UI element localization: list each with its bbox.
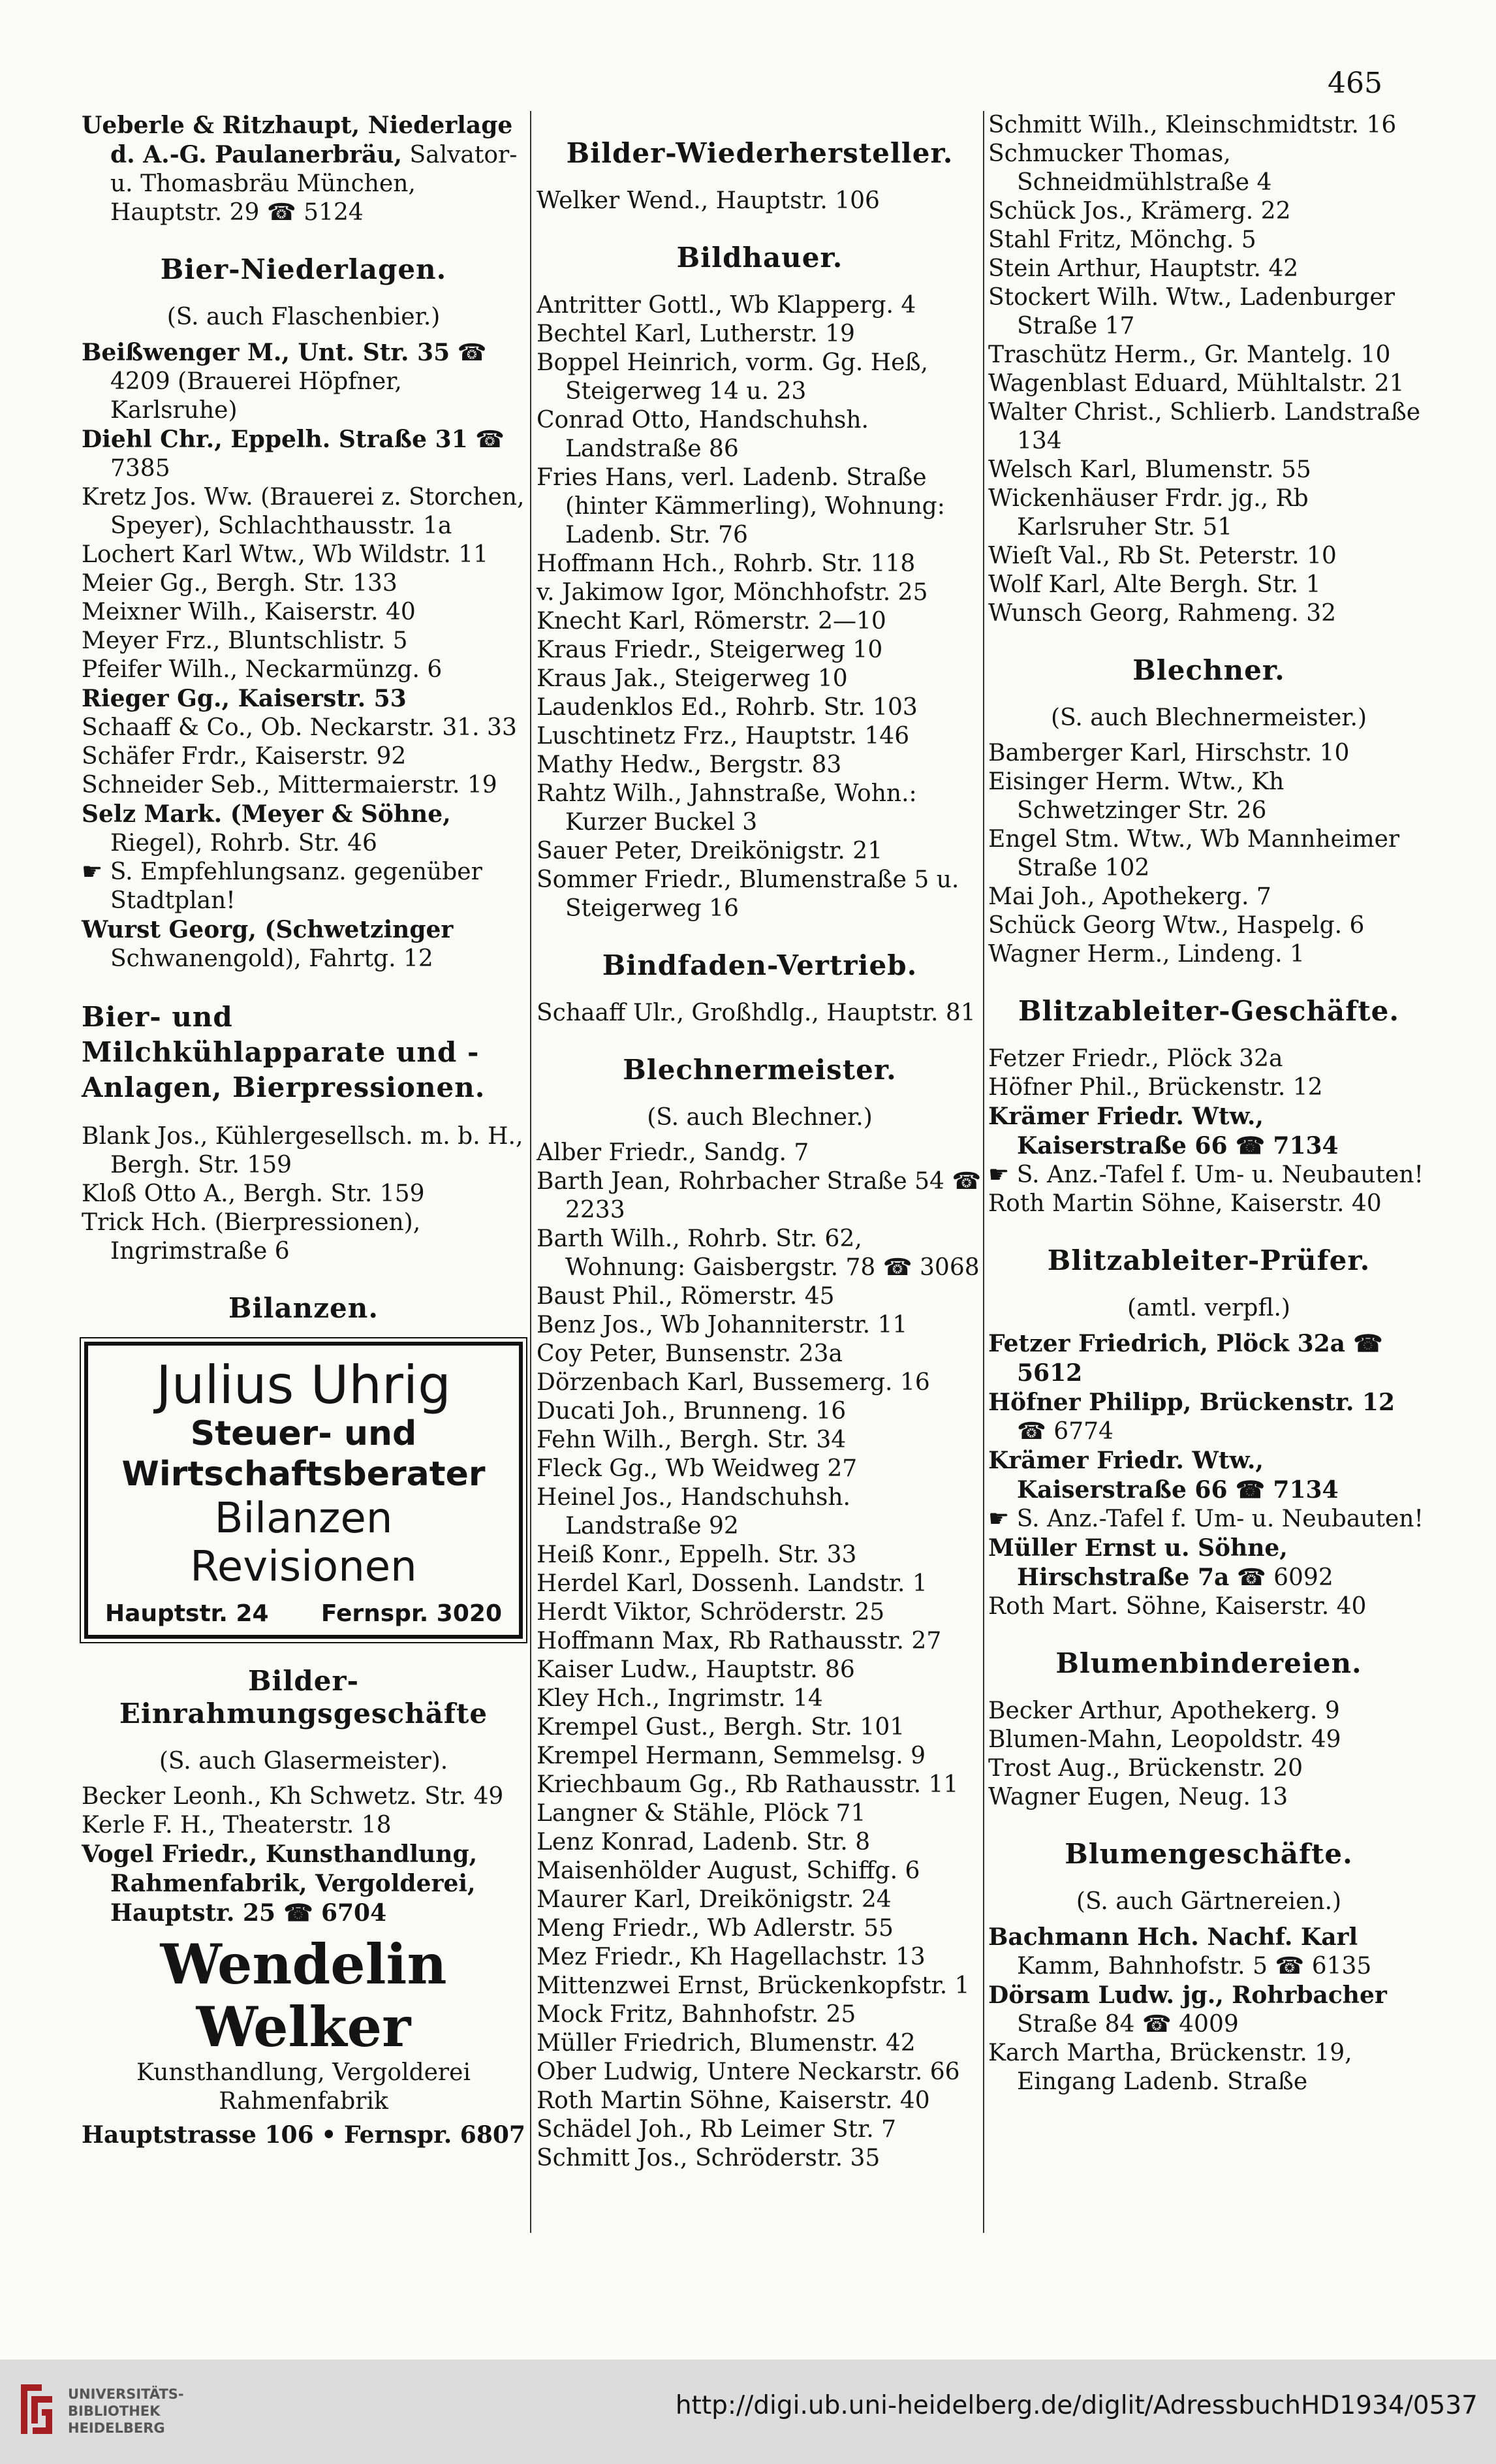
directory-entry bbox=[988, 1923, 1429, 1981]
section-heading: Bilanzen. bbox=[228, 1292, 379, 1324]
directory-entry bbox=[537, 1771, 983, 1799]
directory-entry bbox=[537, 349, 983, 406]
entry-text: Heinel Jos., Handschuhsh. Landstraße 92 bbox=[537, 1484, 850, 1540]
entry-text: Bamberger Karl, Hirschstr. 10 bbox=[988, 740, 1350, 766]
entry-text: Sommer Friedr., Blumenstraße 5 u. Steigerweg 16 bbox=[537, 866, 959, 922]
directory-entry bbox=[537, 1139, 983, 1167]
directory-entry bbox=[82, 684, 525, 714]
entry-text: ☎ 7385 bbox=[110, 426, 505, 482]
directory-entry bbox=[82, 742, 525, 771]
entry-text: Mittenzwei Ernst, Brückenkopfstr. 1 bbox=[537, 1972, 970, 1999]
directory-entry bbox=[537, 578, 983, 607]
directory-entry bbox=[537, 607, 983, 636]
entry-text: Walter Christ., Schlierb. Landstraße 134 bbox=[988, 399, 1421, 454]
section-heading: Blechnermeister. bbox=[623, 1054, 897, 1086]
directory-entry bbox=[988, 1190, 1429, 1218]
directory-entry bbox=[537, 2029, 983, 2058]
entry-text: Kerle F. H., Theaterstr. 18 bbox=[82, 1812, 392, 1839]
directory-entry bbox=[82, 771, 525, 800]
entry-text: Kley Hch., Ingrimstr. 14 bbox=[537, 1685, 823, 1712]
entry-text: Lochert Karl Wtw., Wb Wildstr. 11 bbox=[82, 541, 489, 568]
section-heading: Bilder-Wiederhersteller. bbox=[566, 137, 954, 169]
directory-entry bbox=[537, 2058, 983, 2087]
ad-line: Wirtschaftsberater bbox=[121, 1455, 486, 1494]
directory-entry bbox=[537, 1914, 983, 1943]
entry-text: Kaiser Ludw., Hauptstr. 86 bbox=[537, 1656, 855, 1683]
directory-entry bbox=[82, 1122, 525, 1180]
directory-entry bbox=[988, 825, 1429, 883]
directory-entry bbox=[537, 464, 983, 550]
entry-text: Ducati Joh., Brunneng. 16 bbox=[537, 1398, 847, 1425]
entry-text: Schädel Joh., Rb Leimer Str. 7 bbox=[537, 2116, 896, 2143]
entry-text: Schmucker Thomas, Schneidmühlstraße 4 bbox=[988, 140, 1272, 196]
section-heading: Bier-Niederlagen. bbox=[160, 253, 447, 285]
library-name bbox=[68, 2386, 184, 2437]
entry-text: Höfner Phil., Brückenstr. 12 bbox=[988, 1074, 1323, 1101]
section-heading: Blumenbindereien. bbox=[1055, 1647, 1362, 1679]
directory-entry bbox=[537, 1684, 983, 1713]
entry-text: Trost Aug., Brückenstr. 20 bbox=[988, 1755, 1303, 1782]
entry-text: v. Jakimow Igor, Mönchhofstr. 25 bbox=[537, 579, 928, 606]
entry-text: Müller Friedrich, Blumenstr. 42 bbox=[537, 2030, 916, 2057]
directory-entry bbox=[537, 1455, 983, 1483]
entry-name-bold: Krämer Friedr. Wtw., Kaiserstraße 66 ☎ 7134 bbox=[988, 1103, 1339, 1160]
entry-text: Kamm, Bahnhofstr. 5 ☎ 6135 bbox=[1017, 1953, 1372, 1980]
directory-entry bbox=[988, 341, 1429, 370]
directory-entry bbox=[988, 398, 1429, 456]
column-2 bbox=[537, 111, 983, 2173]
column-divider bbox=[983, 111, 984, 2233]
directory-entry bbox=[82, 800, 525, 858]
entry-text: Krempel Hermann, Semmelsg. 9 bbox=[537, 1743, 926, 1769]
directory-entry bbox=[82, 655, 525, 684]
directory-entry bbox=[537, 1426, 983, 1455]
directory-entry bbox=[537, 722, 983, 751]
directory-entry bbox=[988, 140, 1429, 197]
directory-entry bbox=[82, 111, 525, 227]
entry-text: Engel Stm. Wtw., Wb Mannheimer Straße 102 bbox=[988, 826, 1400, 881]
directory-entry bbox=[537, 1742, 983, 1771]
entry-text: Rahtz Wilh., Jahnstraße, Wohn.: Kurzer Buckel 3 bbox=[537, 780, 917, 836]
entry-text: Schück Jos., Krämerg. 22 bbox=[988, 198, 1291, 225]
entry-text: Meixner Wilh., Kaiserstr. 40 bbox=[82, 599, 416, 625]
entry-text: Heiß Konr., Eppelh. Str. 33 bbox=[537, 1541, 857, 1568]
directory-entry bbox=[537, 320, 983, 349]
directory-entry bbox=[537, 2115, 983, 2144]
ad-line: Rahmenfabrik bbox=[219, 2088, 388, 2115]
footer-bar bbox=[0, 2360, 1496, 2464]
section-note: (amtl. verpfl.) bbox=[1127, 1295, 1290, 1321]
entry-text: Krempel Gust., Bergh. Str. 101 bbox=[537, 1714, 905, 1741]
entry-name-bold: Müller Ernst u. Söhne, Hirschstraße 7a bbox=[988, 1534, 1288, 1591]
entry-text: Stein Arthur, Hauptstr. 42 bbox=[988, 255, 1299, 282]
entry-text: Bechtel Karl, Lutherstr. 19 bbox=[537, 321, 855, 347]
directory-entry bbox=[988, 1534, 1429, 1592]
directory-entry bbox=[537, 1627, 983, 1656]
section-heading: Blitzableiter-Prüfer. bbox=[1047, 1244, 1371, 1276]
entry-text: Fries Hans, verl. Ladenb. Straße (hinter Kämmerling), Wohnung: Ladenb. Str. 76 bbox=[537, 464, 945, 548]
directory-entry bbox=[988, 542, 1429, 571]
entry-text: Schmitt Jos., Schröderstr. 35 bbox=[537, 2145, 880, 2172]
directory-entry bbox=[82, 338, 525, 425]
directory-entry bbox=[537, 1167, 983, 1225]
entry-name-bold: Vogel Friedr., Kunsthandlung, Rahmenfabrik, Vergolderei, Hauptstr. 25 ☎ 6704 bbox=[82, 1840, 478, 1927]
directory-entry bbox=[82, 714, 525, 742]
entry-name-bold: Höfner Philipp, Brückenstr. 12 bbox=[988, 1389, 1395, 1416]
section-note: (S. auch Blechnermeister.) bbox=[1050, 704, 1367, 731]
ad-address: Hauptstrasse 106 bbox=[82, 2121, 314, 2149]
directory-entry bbox=[988, 1102, 1429, 1161]
entry-text: ☎ 4209 (Brauerei Höpfner, Karlsruhe) bbox=[110, 340, 487, 424]
section-heading: Blumengeschäfte. bbox=[1065, 1838, 1353, 1870]
page-number: 465 bbox=[1328, 67, 1382, 100]
directory-entry bbox=[988, 226, 1429, 255]
directory-entry bbox=[537, 2144, 983, 2173]
entry-text: Salvator- u. Thomasbräu München, Hauptstr. 29 ☎ 5124 bbox=[110, 142, 518, 226]
entry-name-bold: Dörsam Ludw. jg., Rohrbacher bbox=[988, 1982, 1387, 2009]
entry-text: Becker Leonh., Kh Schwetz. Str. 49 bbox=[82, 1783, 504, 1810]
entry-text: Schneider Seb., Mittermaierstr. 19 bbox=[82, 772, 497, 798]
entry-text: Laudenklos Ed., Rohrb. Str. 103 bbox=[537, 694, 918, 721]
directory-entry bbox=[988, 1073, 1429, 1102]
entry-text: Meyer Frz., Bluntschlistr. 5 bbox=[82, 627, 408, 654]
entry-text: Pfeifer Wilh., Neckarmünzg. 6 bbox=[82, 656, 443, 683]
entry-name-bold: Rieger Gg., Kaiserstr. 53 bbox=[82, 685, 407, 712]
entry-text: Ober Ludwig, Untere Neckarstr. 66 bbox=[537, 2059, 960, 2085]
directory-entry bbox=[537, 2000, 983, 2029]
directory-entry bbox=[537, 636, 983, 665]
directory-entry bbox=[537, 1886, 983, 1914]
directory-entry bbox=[988, 197, 1429, 226]
entry-text: Lenz Konrad, Ladenb. Str. 8 bbox=[537, 1829, 871, 1856]
directory-entry bbox=[537, 1828, 983, 1857]
directory-entry bbox=[537, 1799, 983, 1828]
ad-line: Revisionen bbox=[190, 1543, 417, 1591]
directory-entry bbox=[537, 866, 983, 923]
entry-text: Kriechbaum Gg., Rb Rathausstr. 11 bbox=[537, 1771, 959, 1798]
entry-text: ☎ 6092 bbox=[1236, 1564, 1333, 1591]
entry-text: Antritter Gottl., Wb Klapperg. 4 bbox=[537, 292, 916, 319]
entry-text: Mathy Hedw., Bergstr. 83 bbox=[537, 751, 842, 778]
directory-entry bbox=[537, 1570, 983, 1598]
entry-text: ☛ S. Empfehlungsanz. gegenüber Stadtplan! bbox=[82, 859, 482, 914]
directory-entry bbox=[988, 940, 1429, 969]
directory-entry bbox=[537, 1397, 983, 1426]
directory-entry bbox=[537, 1368, 983, 1397]
directory-entry bbox=[82, 541, 525, 569]
entry-text: ☎ 6774 bbox=[1017, 1418, 1114, 1445]
source-url[interactable]: http://digi.ub.uni-heidelberg.de/diglit/AdressbuchHD1934/0537 bbox=[675, 2391, 1478, 2420]
directory-entry bbox=[537, 999, 983, 1028]
entry-name-bold: Bachmann Hch. Nachf. Karl bbox=[988, 1923, 1358, 1951]
ad-phone: Fernspr. 6807 bbox=[343, 2121, 525, 2149]
directory-entry bbox=[988, 1161, 1429, 1190]
entry-text: Stockert Wilh. Wtw., Ladenburger Straße 17 bbox=[988, 284, 1395, 340]
entry-text: Luschtinetz Frz., Hauptstr. 146 bbox=[537, 723, 910, 750]
entry-text: Blank Jos., Kühlergesellsch. m. b. H., Bergh. Str. 159 bbox=[82, 1123, 523, 1178]
entry-text: Wieſt Val., Rb St. Peterstr. 10 bbox=[988, 543, 1337, 569]
column-3 bbox=[988, 111, 1429, 2096]
entry-text: Fetzer Friedr., Plöck 32a bbox=[988, 1045, 1283, 1072]
entry-text: Kretz Jos. Ww. (Brauerei z. Storchen, Speyer), Schlachthausstr. 1a bbox=[82, 484, 525, 539]
ad-company-name: Wendelin Welker bbox=[160, 1932, 447, 2059]
entry-text: Dörzenbach Karl, Bussemerg. 16 bbox=[537, 1369, 930, 1396]
entry-text: Hoffmann Hch., Rohrb. Str. 118 bbox=[537, 550, 916, 577]
advertisement-box bbox=[84, 1342, 523, 1639]
directory-entry bbox=[82, 1208, 525, 1266]
entry-text: Conrad Otto, Handschuhsh. Landstraße 86 bbox=[537, 407, 869, 462]
ad-line: Kunsthandlung, Vergolderei bbox=[136, 2059, 471, 2086]
section-heading: Blitzableiter-Geschäfte. bbox=[1018, 995, 1399, 1027]
directory-entry bbox=[988, 1505, 1429, 1534]
entry-text: ☛ S. Anz.-Tafel f. Um- u. Neubauten! bbox=[988, 1506, 1424, 1532]
entry-text: Schäfer Frdr., Kaiserstr. 92 bbox=[82, 743, 407, 770]
directory-entry bbox=[537, 1972, 983, 2000]
directory-entry bbox=[988, 599, 1429, 628]
directory-entry bbox=[988, 456, 1429, 484]
entry-text: Fleck Gg., Wb Weidweg 27 bbox=[537, 1455, 858, 1482]
directory-entry bbox=[988, 1981, 1429, 2039]
directory-entry bbox=[82, 598, 525, 627]
directory-entry bbox=[82, 569, 525, 598]
directory-entry bbox=[988, 571, 1429, 599]
directory-entry bbox=[988, 111, 1429, 140]
entry-text: Wagenblast Eduard, Mühltalstr. 21 bbox=[988, 370, 1405, 397]
entry-text: Wagner Herm., Lindeng. 1 bbox=[988, 941, 1305, 968]
ad-separator: • bbox=[321, 2121, 337, 2149]
library-line-2: BIBLIOTHEK bbox=[68, 2403, 161, 2419]
directory-entry bbox=[537, 1311, 983, 1340]
ad-footer bbox=[95, 1600, 512, 1627]
library-line-1: UNIVERSITÄTS- bbox=[68, 2386, 184, 2402]
ad-line: Steuer- und bbox=[190, 1414, 417, 1453]
directory-entry bbox=[82, 627, 525, 655]
directory-entry bbox=[82, 1811, 525, 1840]
directory-entry bbox=[537, 665, 983, 693]
entry-text: Welker Wend., Hauptstr. 106 bbox=[537, 187, 880, 214]
directory-entry bbox=[537, 751, 983, 780]
directory-entry bbox=[537, 1225, 983, 1282]
entry-text: Benz Jos., Wb Johanniterstr. 11 bbox=[537, 1312, 908, 1338]
entry-text: Traschütz Herm., Gr. Mantelg. 10 bbox=[988, 341, 1391, 368]
section-heading: Bier- und Milchkühlapparate und -Anlagen, Bierpressionen. bbox=[82, 1001, 486, 1103]
directory-entry bbox=[537, 1656, 983, 1684]
directory-entry bbox=[82, 1180, 525, 1208]
entry-text: Alber Friedr., Sandg. 7 bbox=[537, 1139, 809, 1166]
entry-text: Kraus Friedr., Steigerweg 10 bbox=[537, 637, 883, 663]
entry-text: Kloß Otto A., Bergh. Str. 159 bbox=[82, 1180, 425, 1207]
entry-text: Wunsch Georg, Rahmeng. 32 bbox=[988, 600, 1337, 627]
directory-entry bbox=[537, 1598, 983, 1627]
section-note: (S. auch Blechner.) bbox=[647, 1104, 873, 1131]
entry-text: Barth Wilh., Rohrb. Str. 62, Wohnung: Gaisbergstr. 78 ☎ 3068 bbox=[537, 1225, 980, 1281]
directory-entry bbox=[537, 1340, 983, 1368]
entry-text: Welsch Karl, Blumenstr. 55 bbox=[988, 456, 1311, 483]
library-logo-icon bbox=[16, 2378, 57, 2440]
directory-entry bbox=[988, 1388, 1429, 1446]
section-note: (S. auch Glasermeister). bbox=[159, 1748, 448, 1775]
entry-text: Boppel Heinrich, vorm. Gg. Heß, Steigerweg 14 u. 23 bbox=[537, 349, 928, 405]
entry-text: Coy Peter, Bunsenstr. 23a bbox=[537, 1340, 843, 1367]
directory-entry bbox=[988, 484, 1429, 542]
directory-entry bbox=[988, 1754, 1429, 1783]
entry-text: Eisinger Herm. Wtw., Kh Schwetzinger Str. 26 bbox=[988, 768, 1285, 824]
entry-name-bold: Wurst Georg, (Schwetzinger bbox=[82, 916, 454, 943]
directory-entry bbox=[988, 883, 1429, 911]
entry-text: Baust Phil., Römerstr. 45 bbox=[537, 1283, 835, 1310]
directory-entry bbox=[82, 1782, 525, 1811]
entry-text: Schück Georg Wtw., Haspelg. 6 bbox=[988, 912, 1365, 939]
entry-text: Schwanengold), Fahrtg. 12 bbox=[110, 945, 433, 972]
entry-text: Schmitt Wilh., Kleinschmidtstr. 16 bbox=[988, 112, 1397, 138]
entry-text: Maisenhölder August, Schiffg. 6 bbox=[537, 1857, 920, 1884]
directory-entry bbox=[988, 739, 1429, 768]
ad-phone: Fernspr. 3020 bbox=[320, 1600, 502, 1627]
entry-text: Herdt Viktor, Schröderstr. 25 bbox=[537, 1599, 885, 1626]
section-heading: Blechner. bbox=[1132, 654, 1285, 686]
ad-footer bbox=[82, 2121, 525, 2149]
section-note: (S. auch Flaschenbier.) bbox=[166, 304, 441, 330]
entry-text: Roth Mart. Söhne, Kaiserstr. 40 bbox=[988, 1593, 1367, 1620]
library-line-3: HEIDELBERG bbox=[68, 2420, 165, 2436]
entry-text: Blumen-Mahn, Leopoldstr. 49 bbox=[988, 1726, 1341, 1753]
entry-text: Herdel Karl, Dossenh. Landstr. 1 bbox=[537, 1570, 927, 1597]
directory-entry bbox=[537, 1857, 983, 1886]
directory-entry bbox=[537, 1943, 983, 1972]
entry-text: Karch Martha, Brückenstr. 19, Eingang Ladenb. Straße bbox=[988, 2040, 1352, 2095]
entry-name-bold: Selz Mark. (Meyer & Söhne, bbox=[82, 800, 451, 828]
column-1 bbox=[82, 111, 525, 2149]
ad-address: Hauptstr. 24 bbox=[105, 1600, 269, 1627]
directory-entry bbox=[537, 187, 983, 215]
directory-entry bbox=[988, 1329, 1429, 1388]
directory-entry bbox=[988, 1592, 1429, 1621]
entry-text: Barth Jean, Rohrbacher Straße 54 ☎ 2233 bbox=[537, 1168, 982, 1224]
directory-entry bbox=[988, 2039, 1429, 2096]
directory-entry bbox=[537, 2087, 983, 2115]
advertisement-block bbox=[82, 1933, 525, 2149]
directory-entry bbox=[537, 1282, 983, 1311]
directory-entry bbox=[82, 483, 525, 541]
column-divider bbox=[530, 111, 531, 2233]
entry-text: Riegel), Rohrb. Str. 46 bbox=[110, 830, 377, 857]
directory-entry bbox=[988, 1783, 1429, 1812]
section-heading: Bilder-Einrahmungsgeschäfte bbox=[119, 1665, 488, 1730]
directory-entry bbox=[537, 291, 983, 320]
entry-name-bold: Ueberle & Ritzhaupt, Niederlage d. A.-G. Paulanerbräu, bbox=[82, 112, 513, 168]
directory-entry bbox=[537, 780, 983, 837]
entry-text: Wickenhäuser Frdr. jg., Rb Karlsruher Str. 51 bbox=[988, 485, 1309, 541]
directory-entry bbox=[82, 1840, 525, 1928]
directory-entry bbox=[988, 370, 1429, 398]
entry-text: Mez Friedr., Kh Hagellachstr. 13 bbox=[537, 1944, 926, 1970]
directory-entry bbox=[82, 858, 525, 915]
entry-text: Schaaff & Co., Ob. Neckarstr. 31. 33 bbox=[82, 714, 517, 741]
ad-company-name: Julius Uhrig bbox=[156, 1355, 451, 1415]
entry-text: Hoffmann Max, Rb Rathausstr. 27 bbox=[537, 1628, 942, 1654]
entry-text: Kraus Jak., Steigerweg 10 bbox=[537, 665, 848, 692]
entry-text: Sauer Peter, Dreikönigstr. 21 bbox=[537, 838, 883, 864]
entry-name-bold: Beißwenger M., Unt. Str. 35 bbox=[82, 339, 450, 366]
entry-text: Becker Arthur, Apothekerg. 9 bbox=[988, 1698, 1340, 1724]
directory-entry bbox=[988, 1726, 1429, 1754]
directory-entry bbox=[988, 1045, 1429, 1073]
directory-entry bbox=[82, 425, 525, 483]
entry-text: Schaaff Ulr., Großhdlg., Hauptstr. 81 bbox=[537, 1000, 976, 1026]
directory-entry bbox=[988, 255, 1429, 283]
entry-text: Fehn Wilh., Bergh. Str. 34 bbox=[537, 1427, 847, 1453]
directory-entry bbox=[82, 915, 525, 973]
entry-text: Maurer Karl, Dreikönigstr. 24 bbox=[537, 1886, 892, 1913]
entry-text: Roth Martin Söhne, Kaiserstr. 40 bbox=[537, 2087, 930, 2114]
entry-text: Meng Friedr., Wb Adlerstr. 55 bbox=[537, 1915, 894, 1942]
entry-text: Wagner Eugen, Neug. 13 bbox=[988, 1784, 1288, 1810]
directory-entry bbox=[537, 693, 983, 722]
entry-text: Langner & Stähle, Plöck 71 bbox=[537, 1800, 866, 1827]
section-heading: Bildhauer. bbox=[676, 242, 843, 274]
entry-text: ☛ S. Anz.-Tafel f. Um- u. Neubauten! bbox=[988, 1161, 1424, 1188]
entry-text: Mai Joh., Apothekerg. 7 bbox=[988, 883, 1271, 910]
entry-name-bold: Fetzer Friedrich, Plöck 32a ☎ 5612 bbox=[988, 1330, 1383, 1387]
directory-entry bbox=[988, 283, 1429, 341]
directory-entry bbox=[988, 768, 1429, 825]
directory-entry bbox=[537, 1541, 983, 1570]
directory-entry bbox=[537, 1713, 983, 1742]
directory-entry bbox=[537, 837, 983, 866]
directory-entry bbox=[537, 550, 983, 578]
section-note: (S. auch Gärtnereien.) bbox=[1076, 1888, 1342, 1915]
entry-text: Knecht Karl, Römerstr. 2—10 bbox=[537, 608, 886, 635]
entry-text: Trick Hch. (Bierpressionen), Ingrimstraße 6 bbox=[82, 1209, 421, 1265]
entry-text: Roth Martin Söhne, Kaiserstr. 40 bbox=[988, 1190, 1382, 1217]
entry-text: Stahl Fritz, Mönchg. 5 bbox=[988, 227, 1256, 253]
entry-text: Meier Gg., Bergh. Str. 133 bbox=[82, 570, 397, 597]
section-heading: Bindfaden-Vertrieb. bbox=[602, 949, 918, 981]
entry-text: Straße 84 ☎ 4009 bbox=[1017, 2011, 1239, 2038]
entry-text: Mock Fritz, Bahnhofstr. 25 bbox=[537, 2001, 856, 2028]
directory-entry bbox=[537, 406, 983, 464]
directory-entry bbox=[988, 1697, 1429, 1726]
entry-name-bold: Diehl Chr., Eppelh. Straße 31 bbox=[82, 426, 468, 453]
directory-entry bbox=[537, 1483, 983, 1541]
entry-name-bold: Krämer Friedr. Wtw., Kaiserstraße 66 ☎ 7134 bbox=[988, 1447, 1339, 1504]
directory-entry bbox=[988, 911, 1429, 940]
ad-line: Bilanzen bbox=[214, 1494, 393, 1543]
entry-text: Wolf Karl, Alte Bergh. Str. 1 bbox=[988, 571, 1321, 598]
directory-entry bbox=[988, 1446, 1429, 1505]
